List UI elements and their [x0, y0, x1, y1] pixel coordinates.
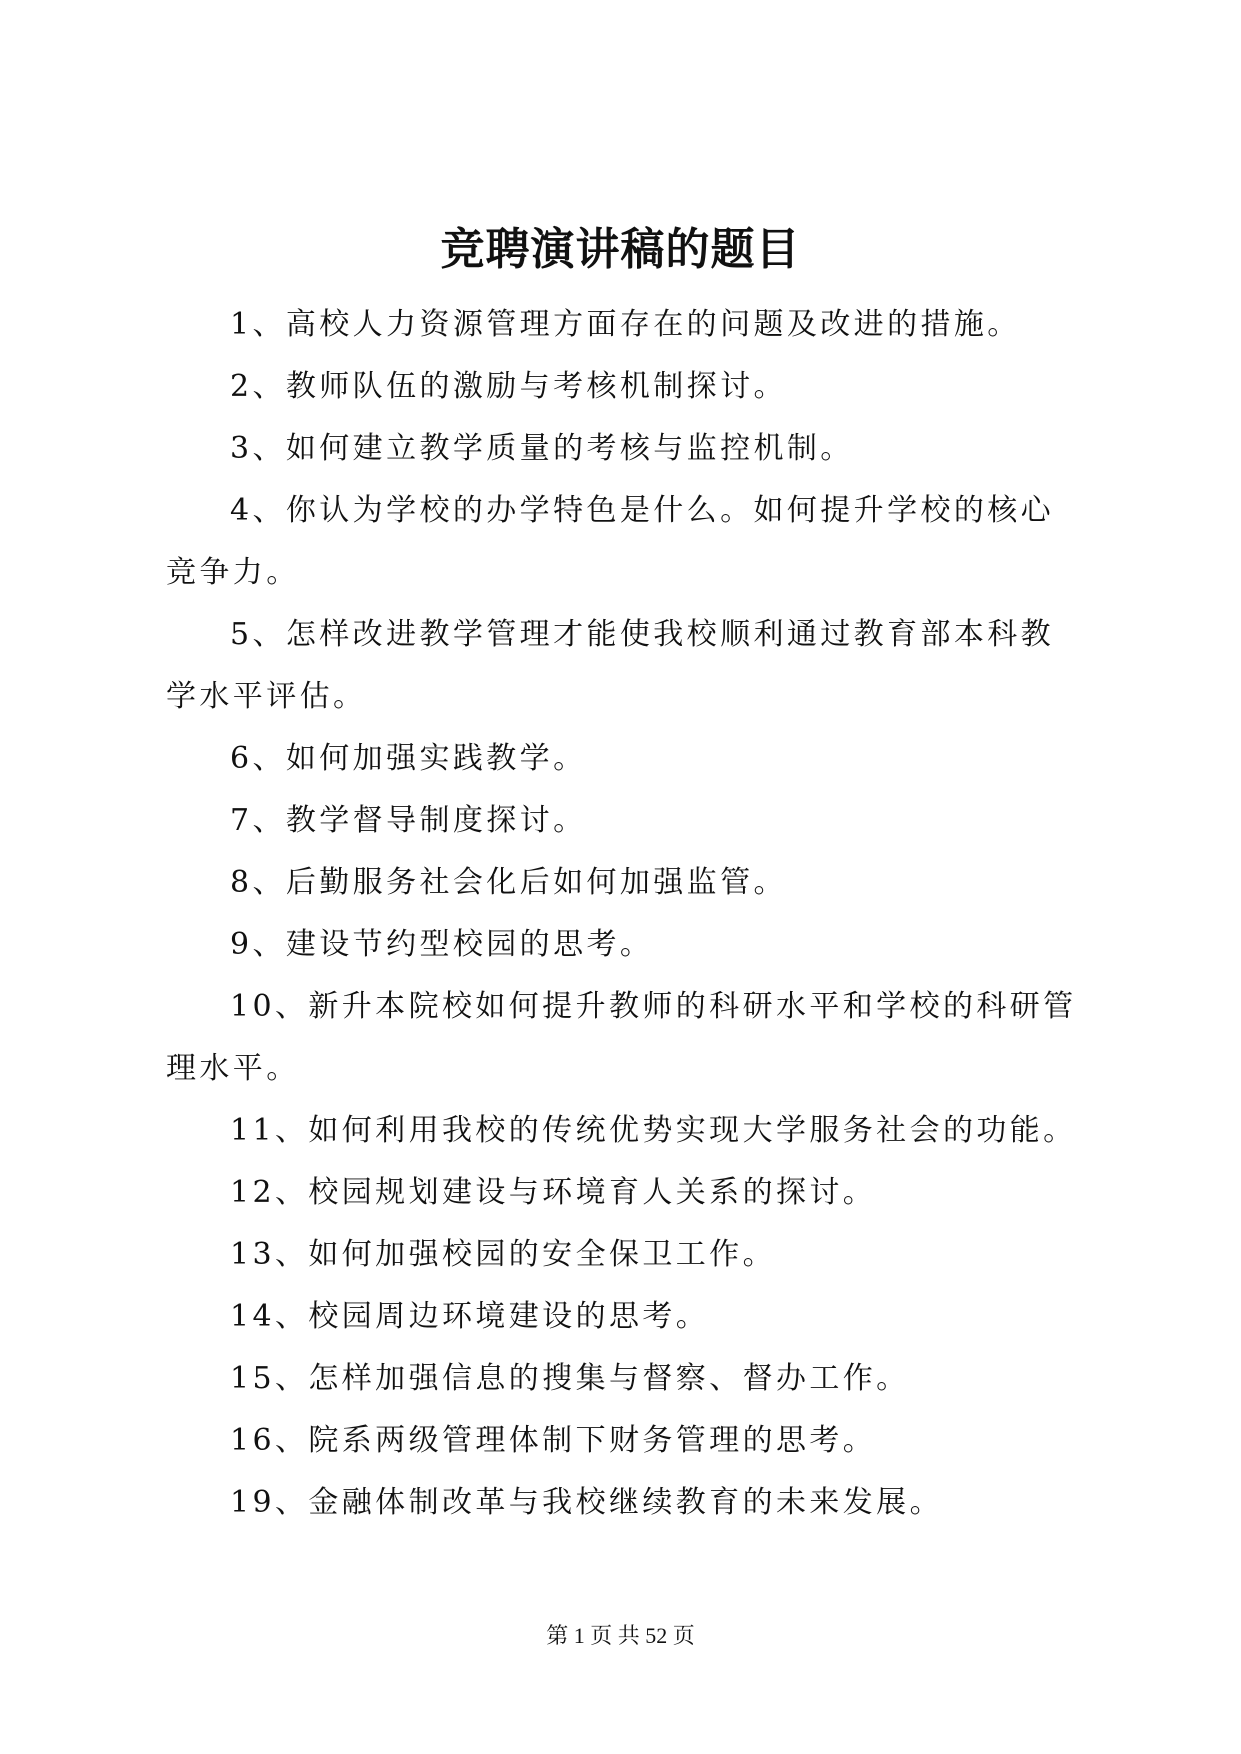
document-title: 竞聘演讲稿的题目 [440, 224, 801, 275]
list-item: 6、如何加强实践教学。 [230, 741, 587, 776]
list-item: 16、院系两级管理体制下财务管理的思考。 [230, 1423, 877, 1458]
list-item: 19、金融体制改革与我校继续教育的未来发展。 [230, 1485, 943, 1520]
list-item: 2、教师队伍的激励与考核机制探讨。 [230, 369, 787, 404]
list-item: 12、校园规划建设与环境育人关系的探讨。 [230, 1175, 877, 1210]
list-item: 7、教学督导制度探讨。 [230, 803, 587, 838]
list-item: 13、如何加强校园的安全保卫工作。 [230, 1237, 776, 1272]
page-footer: 第 1 页 共 52 页 [546, 1623, 695, 1648]
list-item: 11、如何利用我校的传统优势实现大学服务社会的功能。 [230, 1113, 1077, 1148]
list-item: 4、你认为学校的办学特色是什么。如何提升学校的核心竞争力。 [166, 493, 1055, 590]
list-item: 5、怎样改进教学管理才能使我校顺利通过教育部本科教学水平评估。 [166, 617, 1055, 714]
list-item: 3、如何建立教学质量的考核与监控机制。 [230, 431, 854, 466]
list-item: 10、新升本院校如何提升教师的科研水平和学校的科研管理水平。 [166, 989, 1077, 1086]
list-item: 15、怎样加强信息的搜集与督察、督办工作。 [230, 1361, 910, 1396]
list-item: 8、后勤服务社会化后如何加强监管。 [230, 865, 787, 900]
document-body [166, 294, 1082, 1534]
list-item: 1、高校人力资源管理方面存在的问题及改进的措施。 [230, 307, 1021, 342]
list-item: 9、建设节约型校园的思考。 [230, 927, 654, 962]
list-item: 14、校园周边环境建设的思考。 [230, 1299, 710, 1334]
